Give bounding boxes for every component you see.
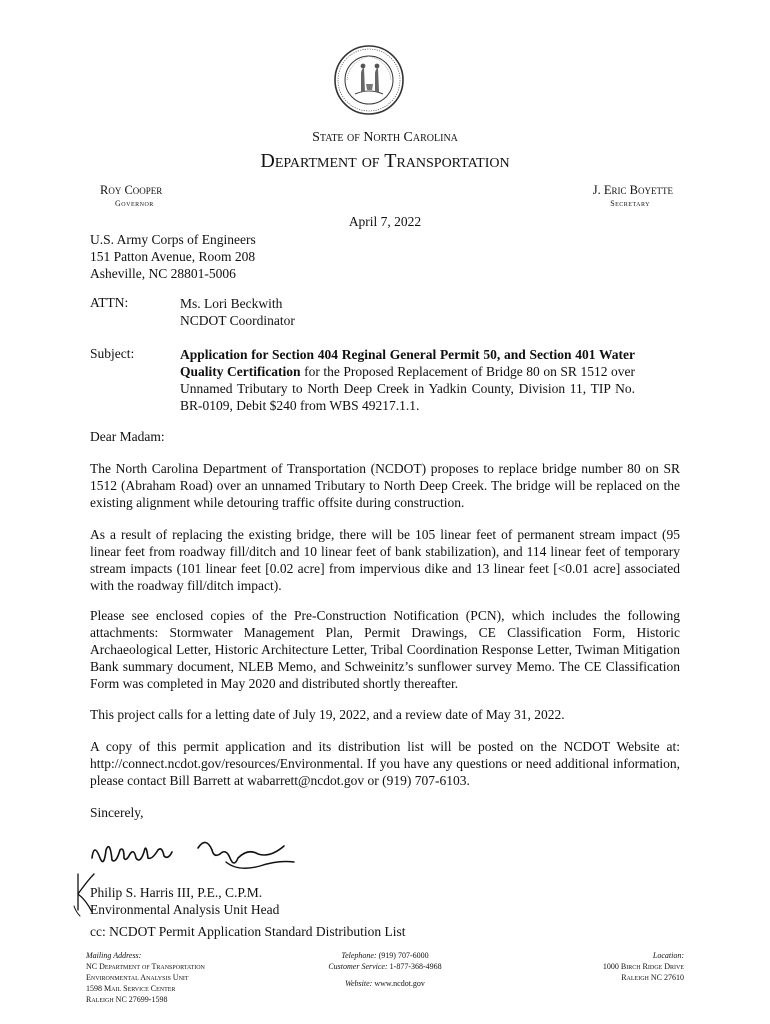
customer-service-label: Customer Service:: [328, 962, 388, 971]
state-heading: [0, 130, 770, 146]
body-paragraph: [90, 738, 680, 789]
department-name: Department of Transportation: [260, 150, 510, 172]
paragraph-text: As a result of replacing the existing bridge, there will be 105 linear feet of permanent stream impact (95 linear feet from roadway fill/ditch and 10 linear feet of bank stabilization), and 114 linear feet of temporary stream impacts (101 linear feet [0.02 acre] from impervious dike and 13 linear feet [<0.01 acre] associated with the roadway fill/ditch impact).: [90, 527, 680, 593]
department-heading: [0, 150, 770, 173]
paragraph-text: This project calls for a letting date of July 19, 2022, and a review date of May 31, 2022.: [90, 707, 565, 722]
telephone-number: (919) 707-6000: [378, 951, 429, 960]
telephone-label: Telephone:: [341, 951, 377, 960]
subject-label: Subject:: [90, 346, 135, 361]
signer-title: Environmental Analysis Unit Head: [90, 902, 280, 917]
handwritten-signature: [88, 828, 308, 878]
signer-block: [90, 884, 279, 918]
recipient-line: 151 Patton Avenue, Room 208: [90, 249, 256, 264]
governor-name: Roy Cooper: [100, 183, 163, 197]
subject-bold: Application for Section 404 Reginal General Permit 50, and Section 401 Water Quality Certification: [180, 347, 635, 379]
closing: Sincerely,: [90, 805, 144, 820]
footer-location: [603, 950, 684, 983]
paragraph-text: The North Carolina Department of Transportation (NCDOT) proposes to replace bridge number 80 on SR 1512 (Abraham Road) over an unnamed Tributary to North Deep Creek. The bridge will be replaced on the existing alignment while detouring traffic offsite during construction.: [90, 461, 680, 510]
paragraph-text: Please see enclosed copies of the Pre-Construction Notification (PCN), which includes the following attachments: Stormwater Management Plan, Permit Drawings, CE Classification Form, Historic Archaeological Letter, Historic Architecture Letter, Tribal Coordination Response Letter, Twiman Mitigation Bank summary document, NLEB Memo, and Schweinitz’s sunflower survey Memo. The CE Classification Form was completed in May 2020 and distributed shortly thereafter.: [90, 608, 680, 691]
body-paragraph: [90, 607, 680, 692]
customer-service-number: 1-877-368-4968: [389, 962, 442, 971]
mailing-line: NC Department of Transportation: [86, 962, 205, 971]
website-label: Website:: [345, 979, 373, 988]
website-link[interactable]: www.ncdot.gov: [374, 979, 425, 988]
salutation: Dear Madam:: [90, 429, 165, 444]
recipient-line: Asheville, NC 28801-5006: [90, 266, 236, 281]
subject-text: [180, 346, 635, 414]
governor-title: Governor: [115, 199, 154, 208]
attn-block: [180, 295, 295, 329]
signer-name: Philip S. Harris III, P.E., C.P.M.: [90, 885, 263, 900]
body-paragraph: [90, 706, 680, 723]
attn-title: NCDOT Coordinator: [180, 313, 295, 328]
body-paragraph: [90, 526, 680, 594]
mailing-label: Mailing Address:: [86, 951, 142, 960]
location-line: 1000 Birch Ridge Drive: [602, 962, 684, 971]
mailing-line: Raleigh NC 27699-1598: [86, 995, 168, 1004]
state-seal-icon: [333, 44, 405, 116]
location-line: Raleigh NC 27610: [621, 973, 684, 982]
cc-line: cc: NCDOT Permit Application Standard Distribution List: [90, 924, 406, 939]
location-label: Location:: [652, 951, 684, 960]
attn-name: Ms. Lori Beckwith: [180, 296, 283, 311]
recipient-line: U.S. Army Corps of Engineers: [90, 232, 256, 247]
secretary-name: J. Eric Boyette: [592, 183, 673, 197]
letter-date: April 7, 2022: [348, 214, 422, 229]
state-name: State of North Carolina: [312, 130, 458, 145]
subject-rest: for the Proposed Replacement of Bridge 80 on SR 1512 over Unnamed Tributary to North Deep Creek in Yadkin County, Division 11, TIP No. BR-0109, Debit $240 from WBS 49217.1.1.: [180, 364, 635, 413]
mailing-line: Environmental Analysis Unit: [86, 973, 189, 982]
mailing-line: 1598 Mail Service Center: [86, 984, 176, 993]
attn-label: ATTN:: [90, 295, 129, 310]
body-paragraph: [90, 460, 680, 511]
secretary-title: Secretary: [610, 199, 650, 208]
paragraph-text: A copy of this permit application and its distribution list will be posted on the NCDOT Website at: http://connect.ncdot.gov/resources/Environmental. If you have any questions or need additional information, please contact Bill Barrett at wabarrett@ncdot.gov or (919) 707-6103.: [90, 739, 680, 788]
recipient-address: [90, 231, 256, 282]
